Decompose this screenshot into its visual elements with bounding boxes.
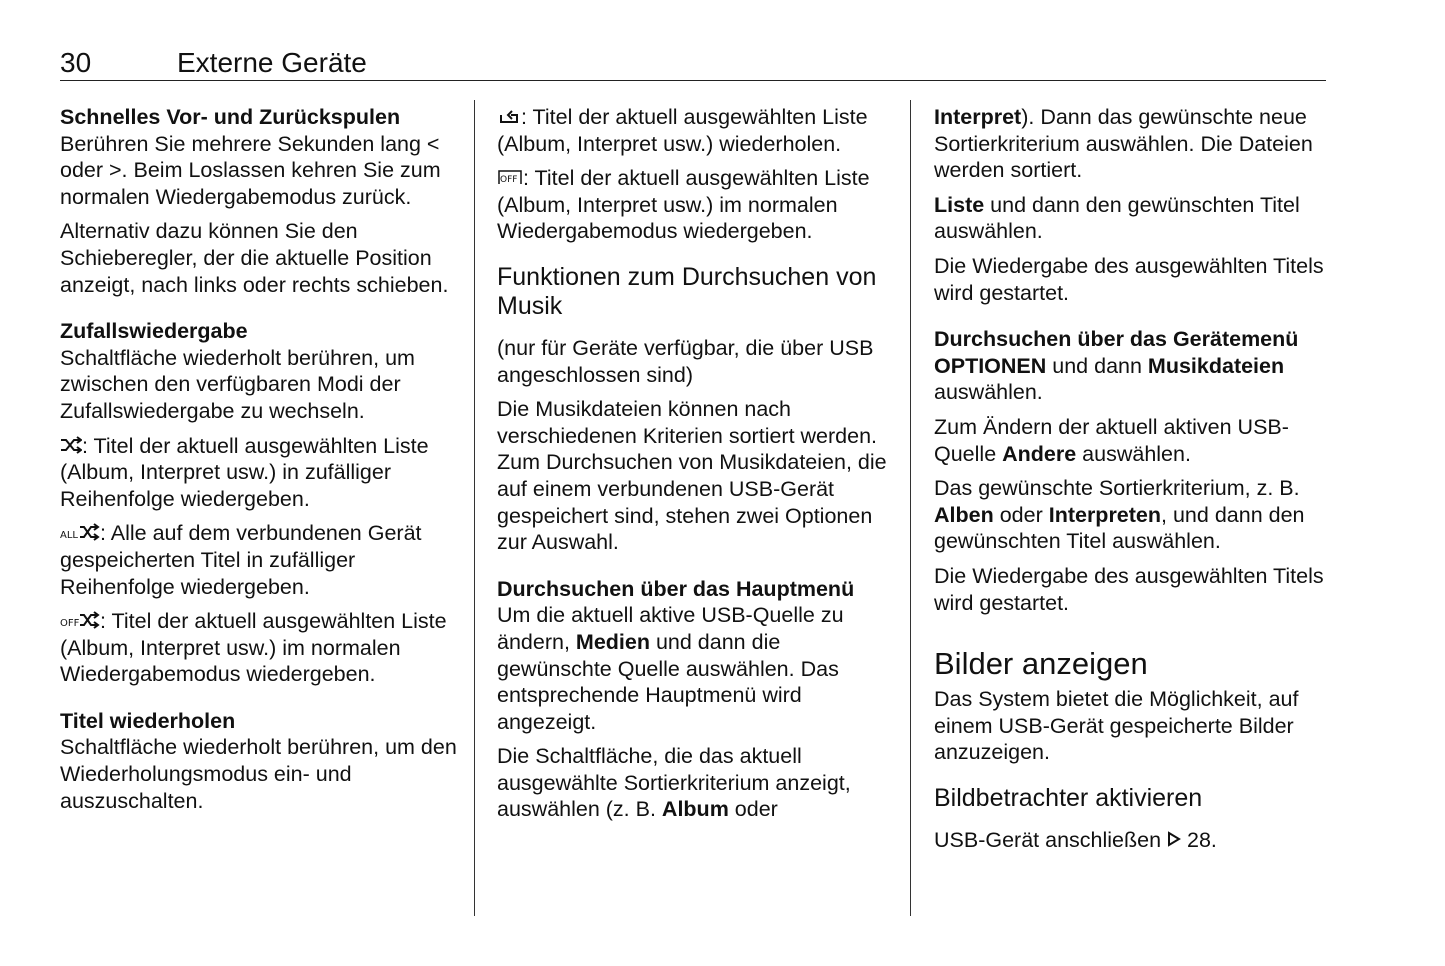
text: oder (993, 502, 1049, 527)
paragraph: Berühren Sie mehrere Sekunden lang < oder >. Beim Loslassen kehren Sie zum normalen Wiedergabemodus zurück. (60, 131, 441, 209)
paragraph (497, 165, 895, 245)
shuffle-off-icon (60, 611, 100, 629)
repeat-icon (497, 107, 521, 125)
paragraph (934, 192, 1329, 245)
paragraph (934, 827, 1329, 854)
text: , und dann den gewünschten Titel auswählen. (934, 502, 1305, 554)
paragraph (934, 104, 1329, 184)
paragraph (497, 602, 895, 735)
all-shuffle-icon (60, 523, 100, 541)
text: und dann (1046, 353, 1148, 378)
section-title-shuffle: Zufallswiedergabe (60, 319, 248, 344)
menu-term: OPTIONEN (934, 353, 1047, 378)
menu-term: Musikdateien (1147, 353, 1285, 378)
paragraph: Das System bietet die Möglichkeit, auf einem USB-Gerät gespeicherte Bilder anzuzeigen. (934, 687, 1299, 765)
section-heading: Bildbetrachter aktivieren (934, 783, 1203, 812)
text: oder (728, 797, 778, 822)
menu-term: Liste (934, 192, 985, 217)
menu-term: Album (661, 797, 729, 822)
paragraph (934, 475, 1329, 555)
paragraph-text: : Alle auf dem verbundenen Gerät gespeicherten Titel in zufälliger Reihenfolge wiedergeben. (60, 521, 422, 599)
page-header (60, 44, 1326, 81)
menu-term: Alben (934, 502, 994, 527)
text: Zum Ändern der aktuell aktiven USB-Quelle (934, 414, 1289, 466)
paragraph: Schaltfläche wiederholt berühren, um zwischen den verfügbaren Modi der Zufallswiedergabe zu wechseln. (60, 345, 415, 423)
text: USB-Gerät anschließen (934, 827, 1168, 852)
paragraph (497, 104, 895, 157)
paragraph: Die Wiedergabe des ausgewählten Titels wird gestartet. (934, 563, 1324, 615)
paragraph: (nur für Geräte verfügbar, die über USB angeschlossen sind) (497, 335, 874, 387)
section-title-repeat: Titel wiederholen (60, 708, 236, 733)
svg-text:OFF: OFF (60, 618, 80, 630)
svg-text:ALL: ALL (60, 530, 78, 542)
section-title-fast-forward: Schnelles Vor- und Zurückspulen (60, 105, 401, 129)
repeat-off-icon (497, 168, 523, 186)
menu-term: Interpret (934, 105, 1022, 129)
menu-term: Andere (1002, 441, 1077, 466)
column-divider (910, 100, 911, 916)
section-title-main-menu: Durchsuchen über das Hauptmenü (497, 576, 855, 601)
menu-term: Interpreten (1048, 502, 1162, 527)
paragraph (60, 520, 458, 600)
paragraph: Schaltfläche wiederholt berühren, um den Wiederholungsmodus ein- und auszuschalten. (60, 735, 457, 813)
paragraph: Die Musikdateien können nach verschiedenen Kriterien sortiert werden. Zum Durchsuchen von Musikdateien, die auf einem verbundenen USB-Gerät gespeichert sind, stehen zwei Optionen zur Auswahl. (497, 397, 887, 555)
section-title-device-menu: Durchsuchen über das Gerätemenü (934, 327, 1299, 352)
paragraph-text: : Titel der aktuell ausgewählten Liste (Album, Interpret usw.) in zufälliger Reihenfolge wiedergeben. (60, 433, 429, 511)
text: und dann die gewünschte Quelle auswählen. Das entsprechende Hauptmenü wird angezeigt. (497, 629, 839, 734)
svg-text:OFF: OFF (500, 175, 518, 186)
text: ). Dann das gewünschte neue Sortierkriterium auswählen. Die Dateien werden sortiert. (934, 105, 1313, 183)
paragraph-text: : Titel der aktuell ausgewählten Liste (Album, Interpret usw.) im normalen Wiedergabemodus wiedergeben. (60, 609, 447, 687)
paragraph (497, 743, 895, 823)
text: und dann den gewünschten Titel auswählen. (934, 192, 1300, 244)
paragraph-text: : Titel der aktuell ausgewählten Liste (Album, Interpret usw.) wiederholen. (497, 105, 868, 156)
text: auswählen. (934, 380, 1043, 405)
page-number: 30 (60, 47, 92, 78)
paragraph (934, 414, 1329, 467)
page-reference[interactable]: 28. (1187, 827, 1217, 852)
page-title: Externe Geräte (177, 47, 367, 78)
column-divider (474, 100, 475, 916)
column-2 (497, 104, 895, 831)
paragraph-text: : Titel der aktuell ausgewählten Liste (Album, Interpret usw.) im normalen Wiedergabemodus wiedergeben. (497, 166, 870, 244)
text: Um die aktuell aktive USB-Quelle zu ändern, (497, 603, 844, 654)
text: auswählen. (1076, 441, 1191, 466)
column-3 (934, 104, 1329, 861)
shuffle-icon (60, 436, 82, 454)
paragraph: Die Wiedergabe des ausgewählten Titels wird gestartet. (934, 253, 1324, 305)
menu-term: Medien (575, 629, 650, 654)
paragraph (60, 608, 458, 688)
paragraph (60, 433, 458, 513)
text: Die Schaltfläche, die das aktuell ausgewählte Sortierkriterium anzeigt, auswählen (z. B. (497, 744, 851, 822)
paragraph: Alternativ dazu können Sie den Schieberegler, der die aktuelle Position anzeigt, nach links oder rechts schieben. (60, 219, 449, 297)
section-heading: Funktionen zum Durchsuchen von Musik (497, 262, 877, 320)
paragraph (934, 353, 1329, 406)
text: Das gewünschte Sortierkriterium, z. B. (934, 476, 1300, 501)
cross-reference-icon[interactable] (1167, 830, 1181, 848)
column-1 (60, 104, 458, 822)
main-heading: Bilder anzeigen (934, 646, 1148, 682)
